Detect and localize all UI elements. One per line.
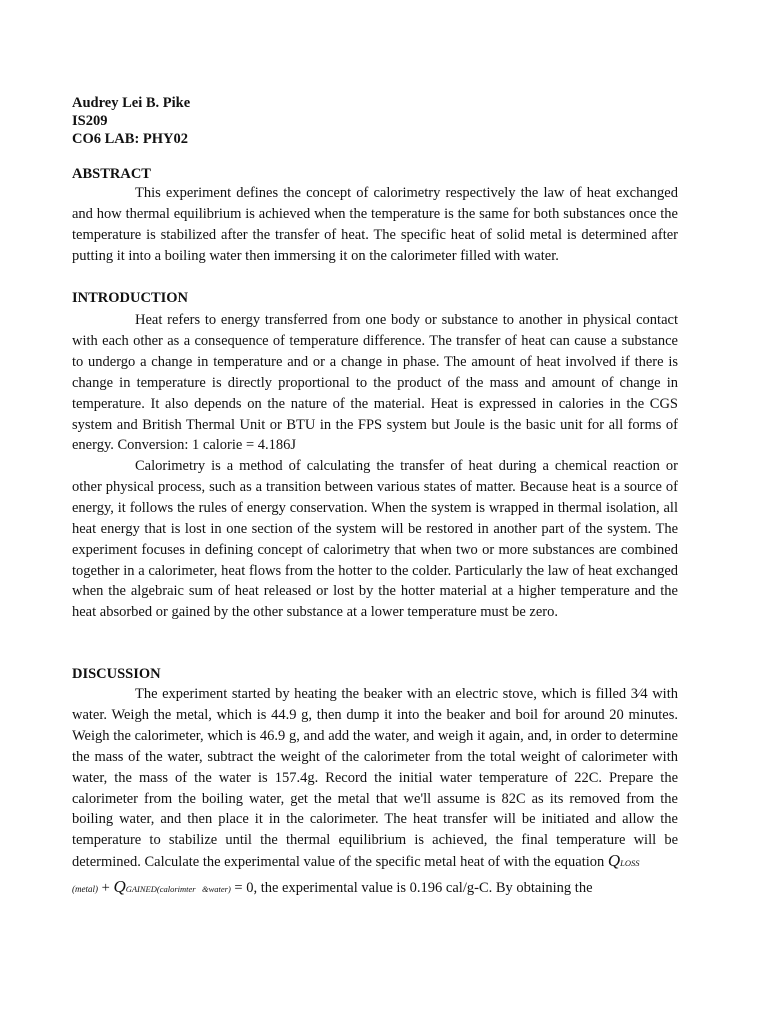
equation-q-loss: Q bbox=[607, 851, 621, 871]
equation-metal-subscript: (metal) bbox=[72, 884, 98, 894]
equation-plus: + bbox=[101, 880, 110, 896]
abstract-heading: ABSTRACT bbox=[72, 166, 151, 182]
equation-result-text: = 0, the experimental value is 0.196 cal/g-C. By obtaining the bbox=[234, 880, 593, 896]
author-name: Audrey Lei B. Pike bbox=[72, 95, 191, 111]
discussion-heading: DISCUSSION bbox=[72, 666, 161, 682]
discussion-text bbox=[72, 684, 678, 874]
equation-q-gained: Q bbox=[113, 877, 126, 896]
course-code: IS209 bbox=[72, 113, 108, 129]
lab-code: CO6 LAB: PHY02 bbox=[72, 131, 188, 147]
equation-gained-subscript: GAINED(calorimter &water) bbox=[125, 884, 231, 894]
abstract-text: This experiment defines the concept of calorimetry respectively the law of heat exchanged and how thermal equilibrium is achieved when the temperature is the same for both substances once the temperature is stabilized after the transfer of heat. The specific heat of solid metal is determined after putting it into a boiling water then immersing it on the calorimeter filled with water. bbox=[72, 185, 678, 264]
equation-loss-subscript: LOSS bbox=[620, 858, 640, 869]
introduction-heading: INTRODUCTION bbox=[72, 290, 189, 306]
equation-line bbox=[72, 877, 678, 899]
introduction-paragraph-2: Calorimetry is a method of calculating the transfer of heat during a chemical reaction or other physical process, such as a transition between various states of matter. Because heat is a source of energy, it follows the rules of energy conservation. When the system is wrapped in thermal isolation, all heat energy that is lost in one section of the system will be restored in another part of the system. The experiment focuses in defining concept of calorimetry that when two or more substances are combined together in a calorimeter, heat flows from the hotter to the colder. Particularly the law of heat exchanged when the algebraic sum of heat released or lost by the hotter material at a higher temperature and the heat absorbed or gained by the other substance at a lower temperature must be zero. bbox=[72, 458, 678, 621]
introduction-paragraph-1: Heat refers to energy transferred from one body or substance to another in physical contact with each other as a consequence of temperature difference. The transfer of heat can cause a substance to undergo a change in temperature and or a change in phase. The amount of heat involved if there is change in temperature is directly proportional to the product of the mass and amount of change in temperature. It also depends on the nature of the material. Heat is expressed in calories in the CGS system and British Thermal Unit or BTU in the FPS system but Joule is the basic unit for all forms of energy. Conversion: 1 calorie = 4.186J bbox=[72, 312, 678, 454]
discussion-body: The experiment started by heating the beaker with an electric stove, which is filled 3⁄4 with water. Weigh the metal, which is 44.9 g, then dump it into the beaker and boil for around 20 minutes. Weigh the calorimeter, which is 46.9 g, and add the water, and weigh it again, and, in order to determine the mass of the water, subtract the weight of the calorimeter from the total weight of calorimeter with water, the mass of the water is 157.4g. Record the initial water temperature of 22C. Prepare the calorimeter from the boiling water, get the metal that we'll assume is 82C as its removed from the boiling water, and then place it in the calorimeter. The heat transfer will be initiated and allow the temperature to stabilize until the thermal equilibrium is achieved, the final temperature will be determined. Calculate the experimental value of the specific metal heat of with the equation bbox=[72, 686, 678, 871]
